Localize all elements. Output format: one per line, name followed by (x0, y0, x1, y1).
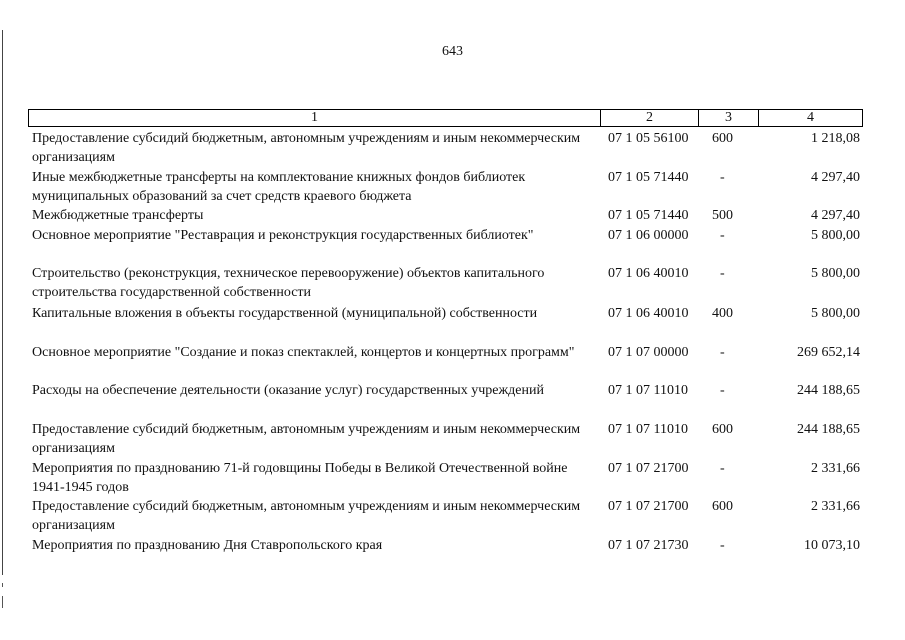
row-code: 07 1 06 40010 (608, 266, 689, 281)
table-row (28, 459, 863, 497)
margin-mark (2, 596, 3, 608)
table-row (28, 304, 863, 323)
row-amount: 1 218,08 (811, 131, 860, 146)
row-type: - (720, 461, 725, 476)
table-row (28, 168, 863, 206)
row-code: 07 1 05 71440 (608, 170, 689, 185)
row-code: 07 1 05 56100 (608, 131, 689, 146)
row-type: 500 (712, 208, 733, 223)
row-type: - (720, 383, 725, 398)
row-name: Иные межбюджетные трансферты на комплектование книжных фондов библиотек муниципальных образований за счет средств краевого бюджета (32, 170, 526, 204)
row-name: Мероприятия по празднованию 71-й годовщины Победы в Великой Отечественной войне 1941-1945 годов (32, 461, 568, 495)
row-code: 07 1 07 21700 (608, 499, 689, 514)
row-amount: 2 331,66 (811, 461, 860, 476)
table-row (28, 343, 863, 362)
row-name: Основное мероприятие "Создание и показ спектаклей, концертов и концертных программ" (32, 345, 575, 360)
row-amount: 269 652,14 (797, 345, 860, 360)
row-code: 07 1 07 11010 (608, 383, 688, 398)
row-type: 400 (712, 306, 733, 321)
row-amount: 5 800,00 (811, 306, 860, 321)
row-name: Капитальные вложения в объекты государственной (муниципальной) собственности (32, 306, 538, 321)
row-amount: 5 800,00 (811, 266, 860, 281)
row-name: Межбюджетные трансферты (32, 208, 204, 223)
row-type: - (720, 266, 725, 281)
left-margin-rule (2, 30, 3, 575)
table-row (28, 536, 863, 555)
table-row (28, 206, 863, 225)
table-header (28, 109, 863, 127)
row-amount: 5 800,00 (811, 228, 860, 243)
row-type: 600 (712, 131, 733, 146)
margin-mark (2, 583, 3, 587)
row-amount: 244 188,65 (797, 383, 860, 398)
row-code: 07 1 05 71440 (608, 208, 689, 223)
header-col-3: 3 (699, 110, 759, 126)
row-code: 07 1 07 21730 (608, 538, 689, 553)
header-col-2: 2 (601, 110, 699, 126)
row-amount: 4 297,40 (811, 208, 860, 223)
table-row (28, 420, 863, 458)
row-type: - (720, 228, 725, 243)
row-name: Строительство (реконструкция, техническое перевооружение) объектов капитального строительства государственной собственности (32, 266, 545, 300)
row-name: Основное мероприятие "Реставрация и реконструкция государственных библиотек" (32, 228, 534, 243)
row-name: Расходы на обеспечение деятельности (оказание услуг) государственных учреждений (32, 383, 544, 398)
row-code: 07 1 07 11010 (608, 422, 688, 437)
header-col-1: 1 (29, 110, 601, 126)
row-amount: 244 188,65 (797, 422, 860, 437)
row-type: 600 (712, 499, 733, 514)
row-type: - (720, 345, 725, 360)
table-row (28, 226, 863, 245)
table-row (28, 264, 863, 302)
row-type: - (720, 170, 725, 185)
table-row (28, 129, 863, 167)
page-number: 643 (442, 44, 463, 59)
row-type: 600 (712, 422, 733, 437)
row-amount: 4 297,40 (811, 170, 860, 185)
row-code: 07 1 06 40010 (608, 306, 689, 321)
header-col-4: 4 (807, 110, 814, 125)
row-type: - (720, 538, 725, 553)
budget-table (28, 109, 863, 553)
row-name: Предоставление субсидий бюджетным, автономным учреждениям и иным некоммерческим организациям (32, 422, 581, 456)
table-row (28, 381, 863, 400)
row-code: 07 1 07 21700 (608, 461, 689, 476)
row-amount: 10 073,10 (804, 538, 860, 553)
row-name: Предоставление субсидий бюджетным, автономным учреждениям и иным некоммерческим организациям (32, 499, 581, 533)
row-code: 07 1 07 00000 (608, 345, 689, 360)
row-code: 07 1 06 00000 (608, 228, 689, 243)
table-row (28, 497, 863, 535)
row-amount: 2 331,66 (811, 499, 860, 514)
row-name: Мероприятия по празднованию Дня Ставропольского края (32, 538, 383, 553)
row-name: Предоставление субсидий бюджетным, автономным учреждениям и иным некоммерческим организациям (32, 131, 581, 165)
